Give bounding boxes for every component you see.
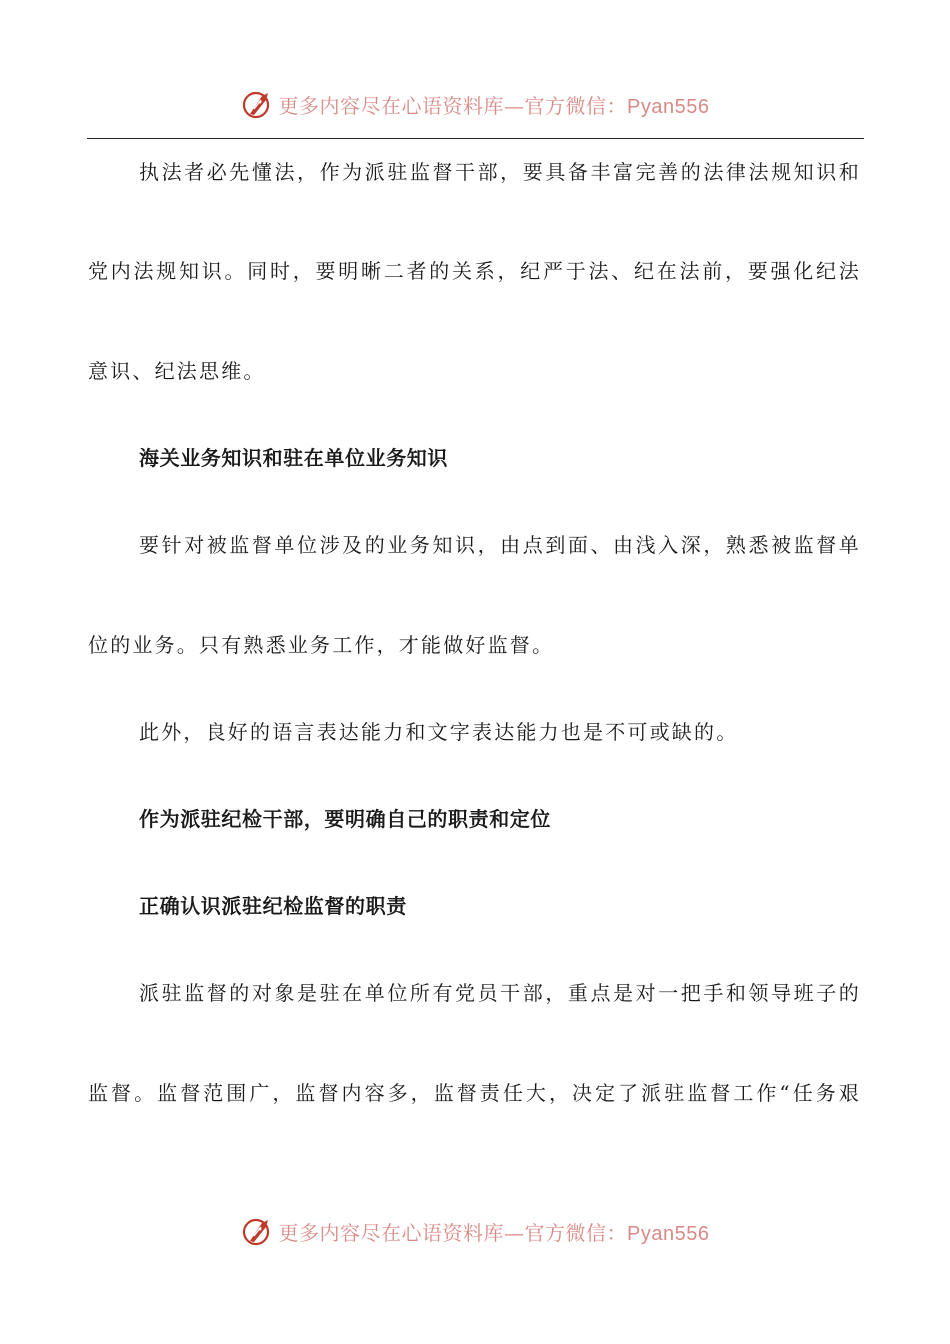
banner-wechat-id: Pyan556 [627, 95, 710, 118]
pen-nib-logo-icon [241, 1214, 275, 1248]
header-banner [0, 82, 950, 126]
paragraph-2-line-1: 要针对被监督单位涉及的业务知识，由点到面、由浅入深，熟悉被监督单 [139, 533, 861, 557]
paragraph-4-line-2: 监督。监督范围广，监督内容多，监督责任大，决定了派驻监督工作“任务艰 [88, 1081, 861, 1105]
paragraph-1-line-2: 党内法规知识。同时，要明晰二者的关系，纪严于法、纪在法前，要强化纪法 [88, 259, 861, 283]
section-heading-supervision-duties: 正确认识派驻纪检监督的职责 [139, 894, 407, 918]
paragraph-1-line-3: 意识、纪法思维。 [88, 359, 266, 383]
pen-nib-logo-icon [241, 87, 275, 121]
paragraph-1-line-1: 执法者必先懂法，作为派驻监督干部，要具备丰富完善的法律法规知识和 [139, 160, 861, 184]
header-divider [87, 138, 864, 139]
paragraph-4-line-1: 派驻监督的对象是驻在单位所有党员干部，重点是对一把手和领导班子的 [139, 981, 861, 1005]
footer-banner [0, 1209, 950, 1253]
footer-banner-text: 更多内容尽在心语资料库—官方微信：Pyan556 [278, 1220, 710, 1245]
section-heading-customs-knowledge: 海关业务知识和驻在单位业务知识 [139, 446, 448, 470]
footer-wechat-id: Pyan556 [627, 1222, 710, 1245]
section-heading-duties-positioning: 作为派驻纪检干部，要明确自己的职责和定位 [139, 807, 551, 831]
banner-text: 更多内容尽在心语资料库—官方微信：Pyan556 [278, 93, 710, 118]
paragraph-3-line-1: 此外，良好的语言表达能力和文字表达能力也是不可或缺的。 [139, 720, 739, 744]
paragraph-2-line-2: 位的业务。只有熟悉业务工作，才能做好监督。 [88, 633, 555, 657]
